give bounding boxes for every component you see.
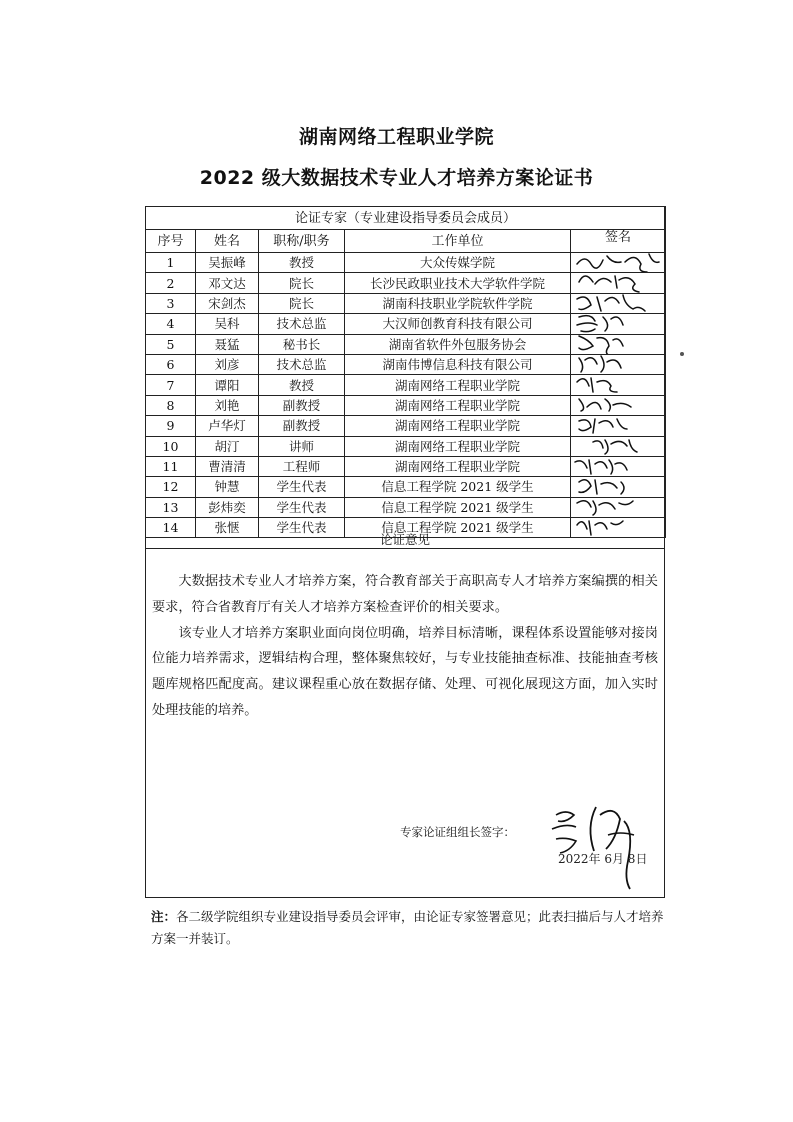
- table-row: [146, 395, 666, 415]
- column-header: 签名: [571, 230, 666, 253]
- cell-unit: 湖南网络工程职业学院: [345, 375, 571, 395]
- cell-no: 1: [146, 253, 196, 273]
- cell-no: 12: [146, 477, 196, 497]
- cell-name: 刘艳: [196, 395, 259, 415]
- cell-signature: [571, 436, 666, 456]
- cell-signature: [571, 293, 666, 313]
- handwritten-signature: [573, 273, 665, 293]
- table-row: [146, 354, 666, 374]
- cell-no: 8: [146, 395, 196, 415]
- table-row: [146, 273, 666, 293]
- cell-title: 技术总监: [259, 354, 345, 374]
- cell-title: 副教授: [259, 416, 345, 436]
- cell-unit: 湖南网络工程职业学院: [345, 416, 571, 436]
- cell-unit: 湖南网络工程职业学院: [345, 456, 571, 476]
- cell-unit: 湖南省软件外包服务协会: [345, 334, 571, 354]
- cell-no: 7: [146, 375, 196, 395]
- cell-title: 学生代表: [259, 477, 345, 497]
- cell-unit: 信息工程学院 2021 级学生: [345, 477, 571, 497]
- cell-name: 彭炜奕: [196, 497, 259, 517]
- cell-no: 6: [146, 354, 196, 374]
- cell-title: 院长: [259, 293, 345, 313]
- cell-signature: [571, 375, 666, 395]
- cell-title: 教授: [259, 253, 345, 273]
- cell-name: 钟慧: [196, 477, 259, 497]
- handwritten-signature: [573, 354, 665, 374]
- table-row: [146, 314, 666, 334]
- cell-signature: [571, 334, 666, 354]
- cell-title: 院长: [259, 273, 345, 293]
- cell-signature: [571, 497, 666, 517]
- handwritten-signature: [573, 334, 665, 354]
- expert-table: [145, 206, 666, 538]
- cell-name: 吴科: [196, 314, 259, 334]
- cell-signature: [571, 314, 666, 334]
- handwritten-signature: [573, 497, 665, 517]
- panel-caption: 论证专家（专业建设指导委员会成员）: [146, 207, 666, 230]
- leader-signature: [538, 795, 668, 895]
- table-row: [146, 436, 666, 456]
- cell-name: 宋剑杰: [196, 293, 259, 313]
- cell-title: 学生代表: [259, 497, 345, 517]
- cell-title: 工程师: [259, 456, 345, 476]
- document-subtitle: 2022 级大数据技术专业人才培养方案论证书: [199, 167, 594, 189]
- cell-title: 技术总监: [259, 314, 345, 334]
- cell-no: 9: [146, 416, 196, 436]
- cell-signature: [571, 456, 666, 476]
- scan-speck: [680, 352, 684, 356]
- table-row: [146, 477, 666, 497]
- table-row: [146, 334, 666, 354]
- cell-no: 14: [146, 518, 196, 538]
- cell-title: 副教授: [259, 395, 345, 415]
- cell-no: 11: [146, 456, 196, 476]
- table-row: [146, 375, 666, 395]
- cell-no: 10: [146, 436, 196, 456]
- cell-unit: 信息工程学院 2021 级学生: [345, 497, 571, 517]
- cell-name: 卢华灯: [196, 416, 259, 436]
- cell-signature: [571, 253, 666, 273]
- cell-no: 5: [146, 334, 196, 354]
- table-header-row: [146, 230, 666, 253]
- footnote-label: 注：: [151, 909, 177, 924]
- signature-date: 2022年 6月 8日: [558, 852, 648, 866]
- cell-name: 刘彦: [196, 354, 259, 374]
- cell-name: 张惬: [196, 518, 259, 538]
- cell-unit: 湖南科技职业学院软件学院: [345, 293, 571, 313]
- cell-title: 教授: [259, 375, 345, 395]
- footnote-text: 各二级学院组织专业建设指导委员会评审，由论证专家签署意见；此表扫描后与人才培养方案一并装订。: [151, 909, 664, 946]
- cell-unit: 湖南网络工程职业学院: [345, 436, 571, 456]
- handwritten-signature: [573, 395, 665, 415]
- table-row: [146, 416, 666, 436]
- handwritten-signature: [573, 456, 665, 476]
- handwritten-signature: [573, 293, 665, 313]
- table-row: [146, 456, 666, 476]
- opinion-paragraph: 大数据技术专业人才培养方案，符合教育部关于高职高专人才培养方案编撰的相关要求，符合省教育厅有关人才培养方案检查评价的相关要求。: [152, 574, 658, 615]
- cell-name: 聂猛: [196, 334, 259, 354]
- document-title: 湖南网络工程职业学院: [298, 126, 494, 148]
- column-header: 职称/职务: [259, 230, 345, 253]
- column-header: 序号: [146, 230, 196, 253]
- cell-unit: 长沙民政职业技术大学软件学院: [345, 273, 571, 293]
- cell-signature: [571, 477, 666, 497]
- handwritten-signature: [573, 375, 665, 395]
- cell-signature: [571, 354, 666, 374]
- handwritten-signature: [573, 253, 665, 273]
- leader-signature-label: 专家论证组组长签字：: [400, 825, 515, 839]
- opinion-label: 论证意见: [379, 532, 430, 547]
- table-row: [146, 293, 666, 313]
- cell-no: 4: [146, 314, 196, 334]
- divider: [145, 548, 665, 549]
- handwritten-signature: [573, 314, 665, 334]
- handwritten-signature: [573, 416, 665, 436]
- cell-unit: 湖南伟博信息科技有限公司: [345, 354, 571, 374]
- cell-no: 2: [146, 273, 196, 293]
- cell-name: 谭阳: [196, 375, 259, 395]
- cell-name: 吴振峰: [196, 253, 259, 273]
- opinion-text: [152, 569, 658, 724]
- cell-unit: 大众传媒学院: [345, 253, 571, 273]
- cell-title: 学生代表: [259, 518, 345, 538]
- column-header: 工作单位: [345, 230, 571, 253]
- cell-title: 讲师: [259, 436, 345, 456]
- cell-unit: 大汉师创教育科技有限公司: [345, 314, 571, 334]
- cell-signature: [571, 395, 666, 415]
- footnote: [151, 906, 671, 950]
- cell-signature: [571, 416, 666, 436]
- cell-no: 13: [146, 497, 196, 517]
- cell-signature: [571, 273, 666, 293]
- column-header: 姓名: [196, 230, 259, 253]
- cell-name: 曹清清: [196, 456, 259, 476]
- cell-unit: 信息工程学院 2021 级学生: [345, 518, 571, 538]
- cell-no: 3: [146, 293, 196, 313]
- cell-unit: 湖南网络工程职业学院: [345, 395, 571, 415]
- cell-name: 邓文达: [196, 273, 259, 293]
- handwritten-signature: [573, 436, 665, 456]
- handwritten-signature: [573, 477, 665, 497]
- cell-name: 胡汀: [196, 436, 259, 456]
- table-row: [146, 497, 666, 517]
- table-row: [146, 253, 666, 273]
- opinion-paragraph: 该专业人才培养方案职业面向岗位明确，培养目标清晰，课程体系设置能够对接岗位能力培养需求，逻辑结构合理，整体聚焦较好，与专业技能抽查标准、技能抽查考核题库规格匹配度高。建议课程重心放在数据存储、处理、可视化展现这方面，加入实时处理技能的培养。: [152, 625, 658, 718]
- cell-title: 秘书长: [259, 334, 345, 354]
